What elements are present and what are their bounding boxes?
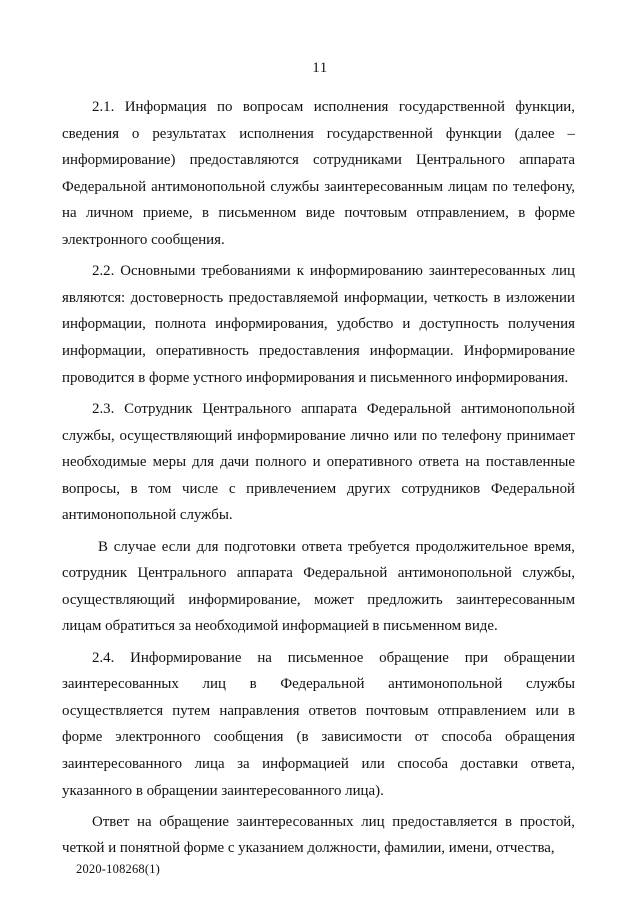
paragraph-2-4-continued: Ответ на обращение заинтересованных лиц предоставляется в простой, четкой и понятной форме с указанием должности, фамилии, имени, отчества, bbox=[62, 813, 575, 857]
document-body bbox=[62, 94, 575, 867]
paragraph-2-4: 2.4. Информирование на письменное обращение при обращении заинтересованных лиц в Федеральной антимонопольной службы осуществляется путем направления ответов почтовым отправлением или в форме электронного сообщения (в зависимости от способа обращения заинтересованного лица за информацией или способа доставки ответа, указанного в обращении заинтересованного лица). bbox=[62, 649, 575, 799]
document-code: 2020-108268(1) bbox=[76, 862, 161, 876]
paragraph-2-2: 2.2. Основными требованиями к информированию заинтересованных лиц являются: достоверность предоставляемой информации, четкость в изложении информации, полнота информирования, удобство и доступность получения информации, оперативность предоставления информации. Информирование проводится в форме устного информирования и письменного информирования. bbox=[62, 263, 575, 386]
page-number: 11 bbox=[312, 60, 328, 76]
paragraph-2-3: 2.3. Сотрудник Центрального аппарата Федеральной антимонопольной службы, осуществляющий информирование лично или по телефону принимает необходимые меры для дачи полного и оперативного ответа на поставленные вопросы, в том числе с привлечением других сотрудников Федеральной антимонопольной службы. bbox=[62, 400, 575, 524]
paragraph-2-3-continued: В случае если для подготовки ответа требуется продолжительное время, сотрудник Центрального аппарата Федеральной антимонопольной службы, осуществляющий информирование, может предложить заинтересованным лицам обратиться за необходимой информацией в письменном виде. bbox=[62, 538, 575, 635]
paragraph-2-1: 2.1. Информация по вопросам исполнения государственной функции, сведения о результатах исполнения государственной функции (далее – информирование) предоставляются сотрудниками Центрального аппарата Федеральной антимонопольной службы заинтересованным лицам по телефону, на личном приеме, в письменном виде почтовым отправлением, в форме электронного сообщения. bbox=[62, 99, 575, 248]
